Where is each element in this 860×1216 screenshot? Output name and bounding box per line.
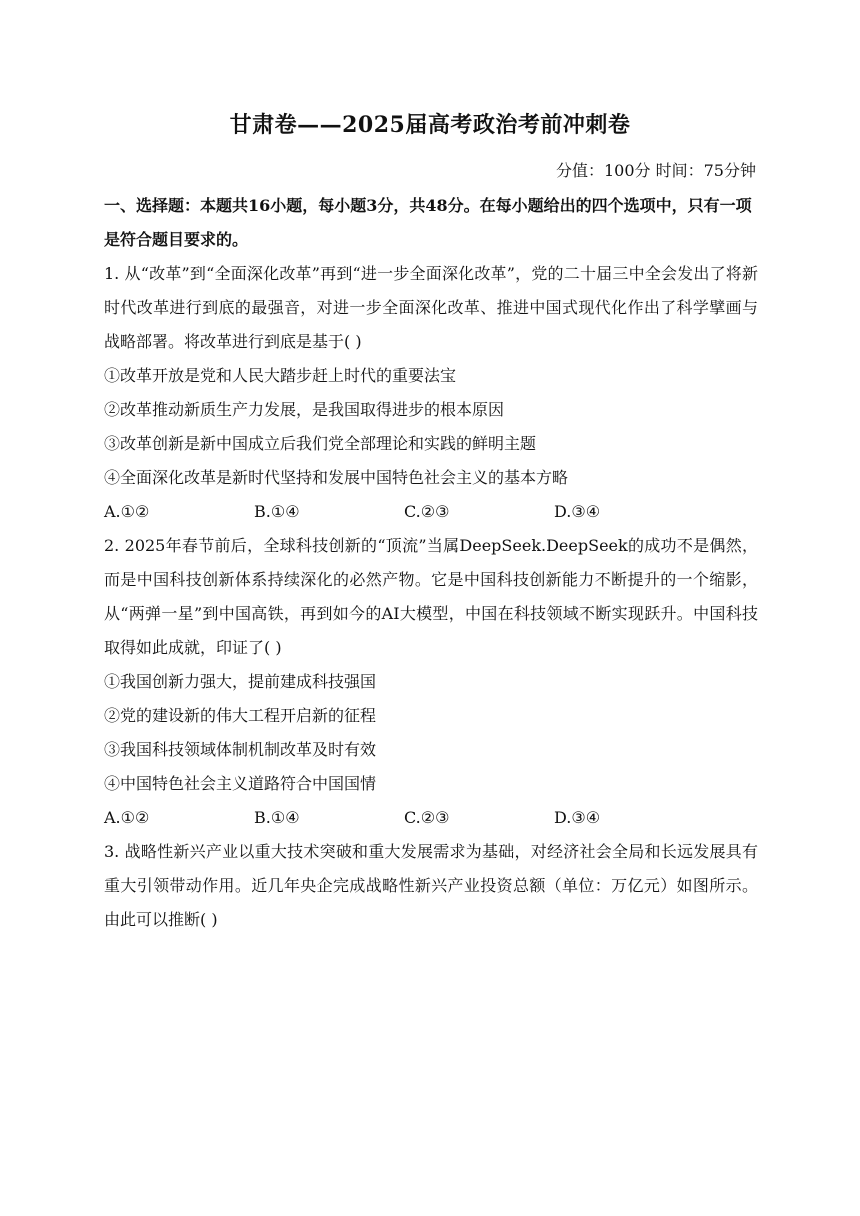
answer-choices [104, 495, 758, 529]
choice-d: D.③④ [554, 502, 601, 521]
statement-item: ①我国创新力强大，提前建成科技强国 [104, 672, 377, 691]
choice-c: C.②③ [404, 808, 450, 827]
choice-d: D.③④ [554, 808, 601, 827]
statement-item: ④中国特色社会主义道路符合中国国情 [104, 774, 377, 793]
choice-b: B.①④ [254, 808, 300, 827]
choice-b: B.①④ [254, 502, 300, 521]
choice-a: A.①② [104, 502, 150, 521]
question-2 [104, 529, 758, 835]
statement-item: ④全面深化改革是新时代坚持和发展中国特色社会主义的基本方略 [104, 468, 569, 487]
statement-item: ③我国科技领域体制机制改革及时有效 [104, 740, 377, 759]
score-time-info: 分值：100分 时间：75分钟 [556, 161, 756, 180]
statement-item: ③改革创新是新中国成立后我们党全部理论和实践的鲜明主题 [104, 434, 537, 453]
choice-c: C.②③ [404, 502, 450, 521]
question-stem: 3. 战略性新兴产业以重大技术突破和重大发展需求为基础，对经济社会全局和长远发展具有重大引领带动作用。近几年央企完成战略性新兴产业投资总额（单位：万亿元）如图所示。由此可以推断( ) [104, 842, 758, 929]
answer-choices [104, 801, 758, 835]
exam-content [104, 189, 758, 937]
question-1 [104, 257, 758, 529]
question-stem: 1. 从“改革”到“全面深化改革”再到“进一步全面深化改革”，党的二十届三中全会发出了将新时代改革进行到底的最强音，对进一步全面深化改革、推进中国式现代化作出了科学擘画与战略部署。将改革进行到底是基于( ) [104, 264, 758, 351]
page-title: 甘肃卷——2025届高考政治考前冲刺卷 [229, 112, 631, 138]
statement-item: ②党的建设新的伟大工程开启新的征程 [104, 706, 377, 725]
statement-item: ②改革推动新质生产力发展，是我国取得进步的根本原因 [104, 400, 505, 419]
statement-item: ①改革开放是党和人民大踏步赶上时代的重要法宝 [104, 366, 457, 385]
section-heading: 一、选择题：本题共16小题，每小题3分，共48分。在每小题给出的四个选项中，只有一项是符合题目要求的。 [104, 196, 752, 249]
question-3 [104, 835, 758, 937]
question-stem: 2. 2025年春节前后，全球科技创新的“顶流”当属DeepSeek.DeepSeek的成功不是偶然，而是中国科技创新体系持续深化的必然产物。它是中国科技创新能力不断提升的一个缩影，从“两弹一星”到中国高铁，再到如今的AI大模型，中国在科技领域不断实现跃升。中国科技取得如此成就，印证了( ) [104, 536, 758, 657]
choice-a: A.①② [104, 808, 150, 827]
